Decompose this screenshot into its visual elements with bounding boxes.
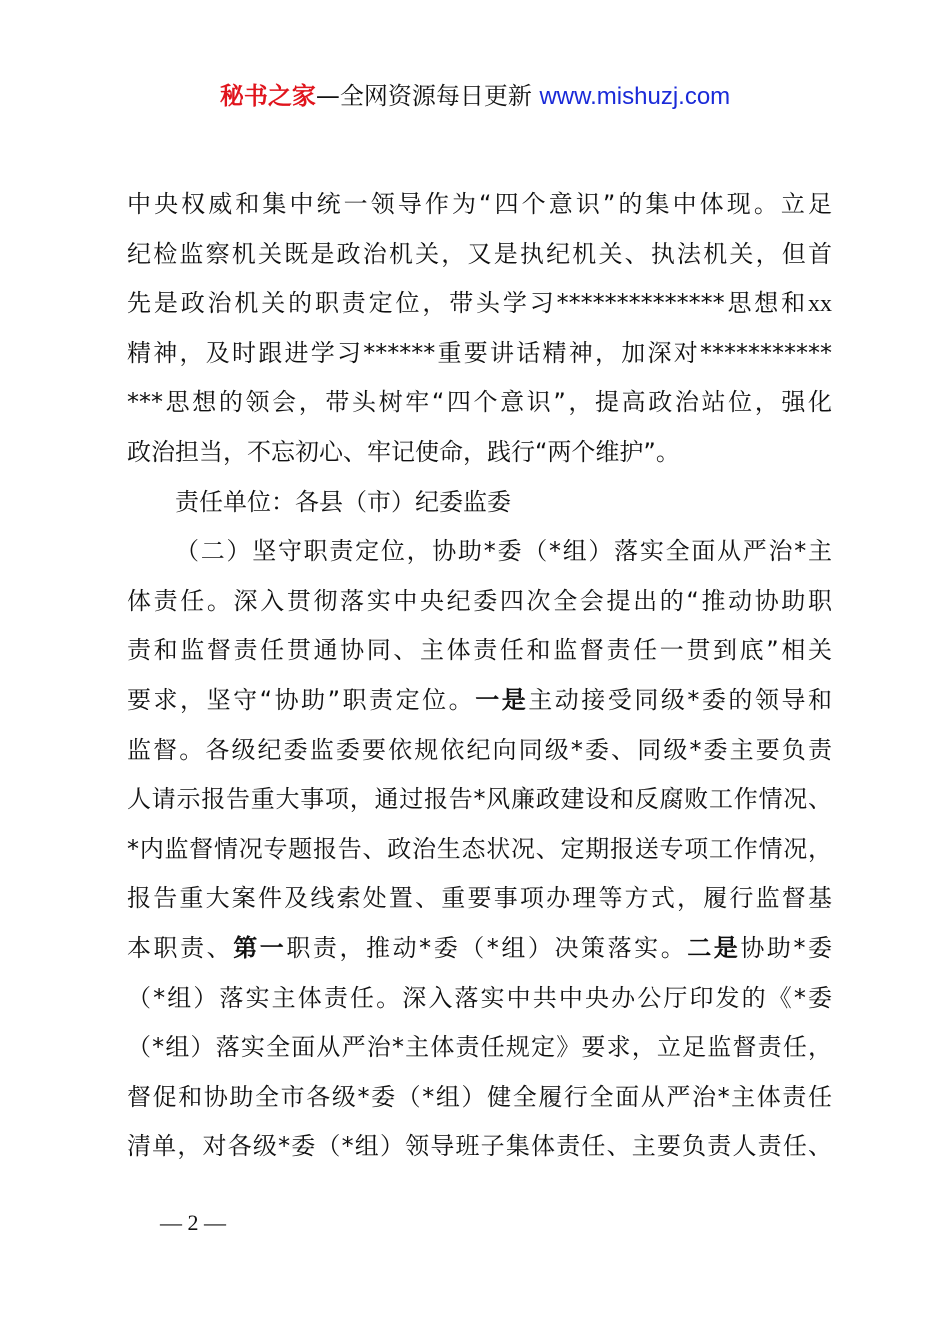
responsible-unit: 责任单位：各县（市）纪委监委 (175, 487, 511, 516)
text-line: （*组）落实全面从严治*主体责任规定》要求，立足监督责任， (127, 1033, 832, 1062)
text-line: （*组）落实主体责任。深入落实中共中央办公厅印发的《*委 (127, 983, 832, 1012)
bold-marker: 一是 (475, 685, 529, 714)
text-span: 协助*委 (740, 933, 833, 962)
text-line (127, 679, 832, 729)
text-line: *内监督情况专题报告、政治生态状况、定期报送专项工作情况， (127, 834, 832, 863)
text-line (127, 282, 832, 332)
text-line: 中央权威和集中统一领导作为“四个意识”的集中体现。立足 (127, 190, 832, 218)
text-line: ***思想的领会，带头树牢“四个意识”，提高政治站位，强化 (127, 388, 832, 417)
text-span: 主动接受同级*委的领导和 (528, 685, 833, 714)
text-line: 监督。各级纪委监委要依规依纪向同级*委、同级*委主要负责 (127, 735, 832, 764)
brand-name: 秘书之家 (219, 82, 316, 110)
header-tagline: —全网资源每日更新 (315, 82, 532, 110)
text-line: 责和监督责任贯通协同、主体责任和监督责任一贯到底”相关 (127, 636, 832, 665)
text-line: 体责任。深入贯彻落实中央纪委四次全会提出的“推动协助职 (127, 586, 832, 615)
text-line: 政治担当，不忘初心、牢记使命，践行“两个维护”。 (127, 437, 680, 466)
text-line: 纪检监察机关既是政治机关，又是执纪机关、执法机关，但首 (127, 239, 832, 268)
site-header (0, 80, 950, 113)
document-body (127, 183, 832, 1175)
page-number: — 2 — (160, 1210, 226, 1235)
text-line: 督促和协助全市各级*委（*组）健全履行全面从严治*主体责任 (127, 1082, 832, 1111)
bold-marker: 第一 (233, 933, 287, 962)
text-line: 报告重大案件及线索处置、重要事项办理等方式，履行监督基 (127, 884, 832, 913)
section-heading-line: （二）坚守职责定位，协助*委（*组）落实全面从严治*主 (175, 537, 832, 566)
text-line: 清单，对各级*委（*组）领导班子集体责任、主要负责人责任、 (127, 1132, 832, 1161)
site-url[interactable]: www.mishuzj.com (539, 83, 731, 110)
text-line: 人请示报告重大事项，通过报告*风廉政建设和反腐败工作情况、 (127, 785, 832, 814)
bold-marker: 二是 (687, 933, 741, 962)
text-span: xx (808, 291, 832, 318)
text-span: 职责，推动*委（*组）决策落实。 (286, 933, 688, 962)
text-span: 本职责、 (127, 933, 234, 962)
text-span: 先是政治机关的职责定位，带头学习**************思想和 (127, 289, 808, 318)
text-span: 要求，坚守“协助”职责定位。 (127, 685, 476, 714)
text-line (127, 927, 832, 977)
text-line: 精神，及时跟进学习******重要讲话精神，加深对*********** (127, 338, 832, 367)
